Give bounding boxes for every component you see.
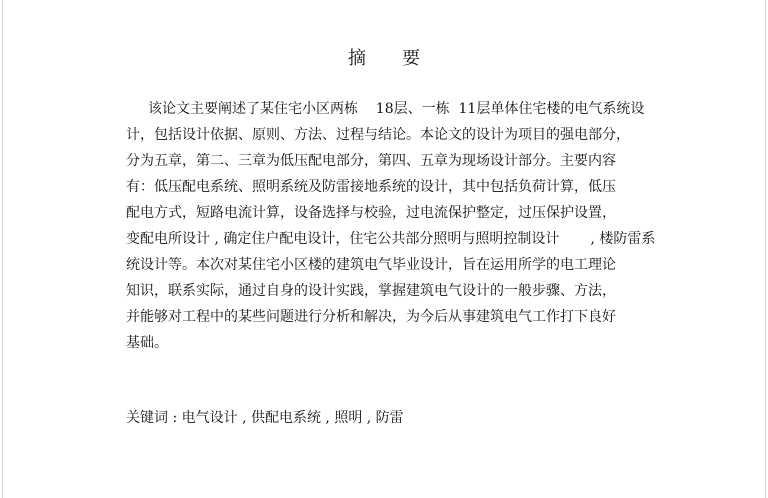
abstract-line: 统设计等。本次对某住宅小区楼的建筑电气毕业设计，旨在运用所学的电工理论 — [126, 257, 616, 273]
abstract-line: 基础。 — [126, 335, 168, 351]
abstract-title: 摘要 — [348, 48, 456, 69]
abstract-line: 计，包括设计依据、原则、方法、过程与结论。本论文的设计为项目的强电部分， — [126, 127, 630, 143]
keywords-line: 关键词 : 电气设计 , 供配电系统 , 照明 , 防雷 — [126, 410, 404, 426]
abstract-line: 变配电所设计 , 确定住户配电设计，住宅公共部分照明与照明控制设计 , 楼防雷系 — [126, 231, 656, 247]
abstract-line: 知识，联系实际，通过自身的设计实践，掌握建筑电气设计的一般步骤、方法， — [126, 283, 616, 299]
abstract-line: 分为五章，第二、三章为低压配电部分，第四、五章为现场设计部分。主要内容 — [126, 153, 616, 169]
abstract-line: 并能够对工程中的某些问题进行分析和解决，为今后从事建筑电气工作打下良好 — [126, 309, 616, 325]
page-left-edge — [2, 0, 3, 498]
abstract-line: 有：低压配电系统、照明系统及防雷接地系统的设计，其中包括负荷计算，低压 — [126, 179, 616, 195]
abstract-line: 该论文主要阐述了某住宅小区两栋 18层、一栋 11层单体住宅楼的电气系统设 — [148, 101, 645, 117]
page-right-edge — [765, 0, 766, 498]
abstract-line: 配电方式，短路电流计算，设备选择与校验，过电流保护整定，过压保护设置， — [126, 205, 616, 221]
